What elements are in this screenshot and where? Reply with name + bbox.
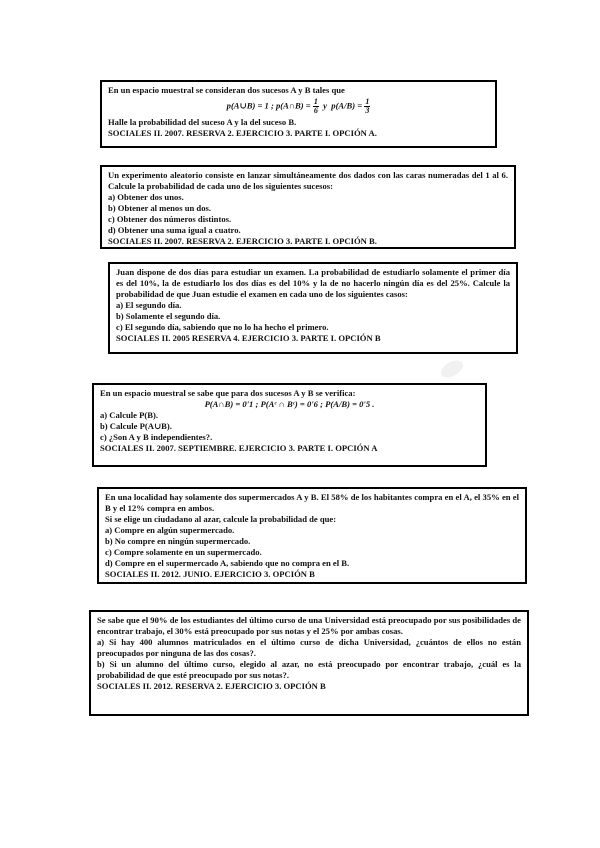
exercise-3-item-a: a) El segundo día. — [116, 300, 182, 310]
exercise-5-item-d: d) Compre en el supermercado A, sabiendo que no compra en el B. — [105, 558, 350, 568]
exercise-6-item-b: b) Si un alumno del último curso, elegido al azar, no está preocupado por encontrar trabajo, ¿cuál es la probabilidad de que esté preocupado por sus notas?. — [97, 659, 521, 680]
exercise-box-3 — [108, 262, 518, 354]
exercise-4-item-a: a) Calcule P(B). — [100, 410, 158, 420]
exercise-4-formula: P(A∩B) = 0'1 ; P(Aᶜ ∩ Bᶜ) = 0'6 ; P(A/B) = 0'5 . — [204, 399, 375, 409]
exercise-6-item-a: a) Si hay 400 alumnos matriculados en el último curso de dicha Universidad, ¿cuántos de ellos no están preocupados por ninguna de las dos cosas?. — [97, 637, 521, 658]
exercise-box-4 — [92, 383, 487, 467]
exercise-2-intro: Un experimento aleatorio consiste en lanzar simultáneamente dos dados con las caras numeradas del 1 al 6. Calcule la probabilidad de cada uno de los siguientes sucesos: — [108, 170, 508, 191]
exercise-1-question: Halle la probabilidad del suceso A y la del suceso B. — [108, 117, 297, 127]
exercise-5-item-b: b) No compre en ningún supermercado. — [105, 536, 251, 546]
exercise-box-2 — [100, 165, 516, 249]
formula-conjunction: y — [323, 100, 327, 111]
exercise-1-intro: En un espacio muestral se consideran dos sucesos A y B tales que — [108, 85, 345, 95]
fraction-1: $\frac{1}{6}$ — [313, 97, 318, 115]
exercise-4-reference: SOCIALES II. 2007. SEPTIEMBRE. EJERCICIO 3. PARTE I. OPCIÓN A — [100, 443, 378, 453]
exercise-2-item-a: a) Obtener dos unos. — [108, 192, 184, 202]
exercise-1-formula — [108, 98, 489, 115]
exercise-4-item-c: c) ¿Son A y B independientes?. — [100, 432, 213, 442]
exercise-box-6 — [89, 610, 529, 716]
exercise-2-item-b: b) Obtener al menos un dos. — [108, 203, 211, 213]
exercise-6-reference: SOCIALES II. 2012. RESERVA 2. EJERCICIO 3. OPCIÓN B — [97, 681, 326, 691]
exercise-5-reference: SOCIALES II. 2012. JUNIO. EJERCICIO 3. OPCIÓN B — [105, 569, 315, 579]
formula-part-1: p(A∪B) = 1 ; p(A∩B) = — [226, 100, 311, 111]
watermark-mark — [438, 357, 466, 381]
exercise-3-reference: SOCIALES II. 2005 RESERVA 4. EJERCICIO 3. PARTE I. OPCIÓN B — [116, 333, 381, 343]
exercise-6-intro: Se sabe que el 90% de los estudiantes del último curso de una Universidad está preocupado por sus posibilidades de encontrar trabajo, el 30% está preocupado por sus notas y el 25% por ambas cosas. — [97, 615, 521, 636]
exercise-5-item-c: c) Compre solamente en un supermercado. — [105, 547, 262, 557]
exercise-3-item-c: c) El segundo día, sabiendo que no lo ha hecho el primero. — [116, 322, 329, 332]
exercise-box-1 — [100, 80, 497, 148]
exercise-4-item-b: b) Calcule P(A∪B). — [100, 421, 172, 431]
exercise-2-item-c: c) Obtener dos números distintos. — [108, 214, 232, 224]
exercise-5-intro: En una localidad hay solamente dos supermercados A y B. El 58% de los habitantes compra en el A, el 35% en el B y el 12% compra en ambos. — [105, 492, 519, 513]
exercise-2-reference: SOCIALES II. 2007. RESERVA 2. EJERCICIO 3. PARTE I. OPCIÓN B. — [108, 236, 377, 246]
fraction-2: $\frac{1}{3}$ — [365, 97, 370, 115]
exercise-5-item-a: a) Compre en algún supermercado. — [105, 525, 235, 535]
exercise-5-intro-2: Si se elige un ciudadano al azar, calcule la probabilidad de que: — [105, 514, 337, 524]
exercise-4-intro: En un espacio muestral se sabe que para dos sucesos A y B se verifica: — [100, 388, 356, 398]
exercise-1-reference: SOCIALES II. 2007. RESERVA 2. EJERCICIO 3. PARTE I. OPCIÓN A. — [108, 128, 377, 138]
exercise-box-5 — [97, 487, 527, 584]
exercise-2-item-d: d) Obtener una suma igual a cuatro. — [108, 225, 241, 235]
exercise-3-intro: Juan dispone de dos días para estudiar un examen. La probabilidad de estudiarlo solamente el primer día es del 10%, la de estudiarlo los dos días es del 10% y la de no hacerlo ningún día es del 25%. Calcule la probabilidad de que Juan estudie el examen en cada uno de los siguientes casos: — [116, 267, 510, 299]
exercise-3-item-b: b) Solamente el segundo día. — [116, 311, 221, 321]
formula-part-2: p(A/B) = — [331, 100, 363, 111]
